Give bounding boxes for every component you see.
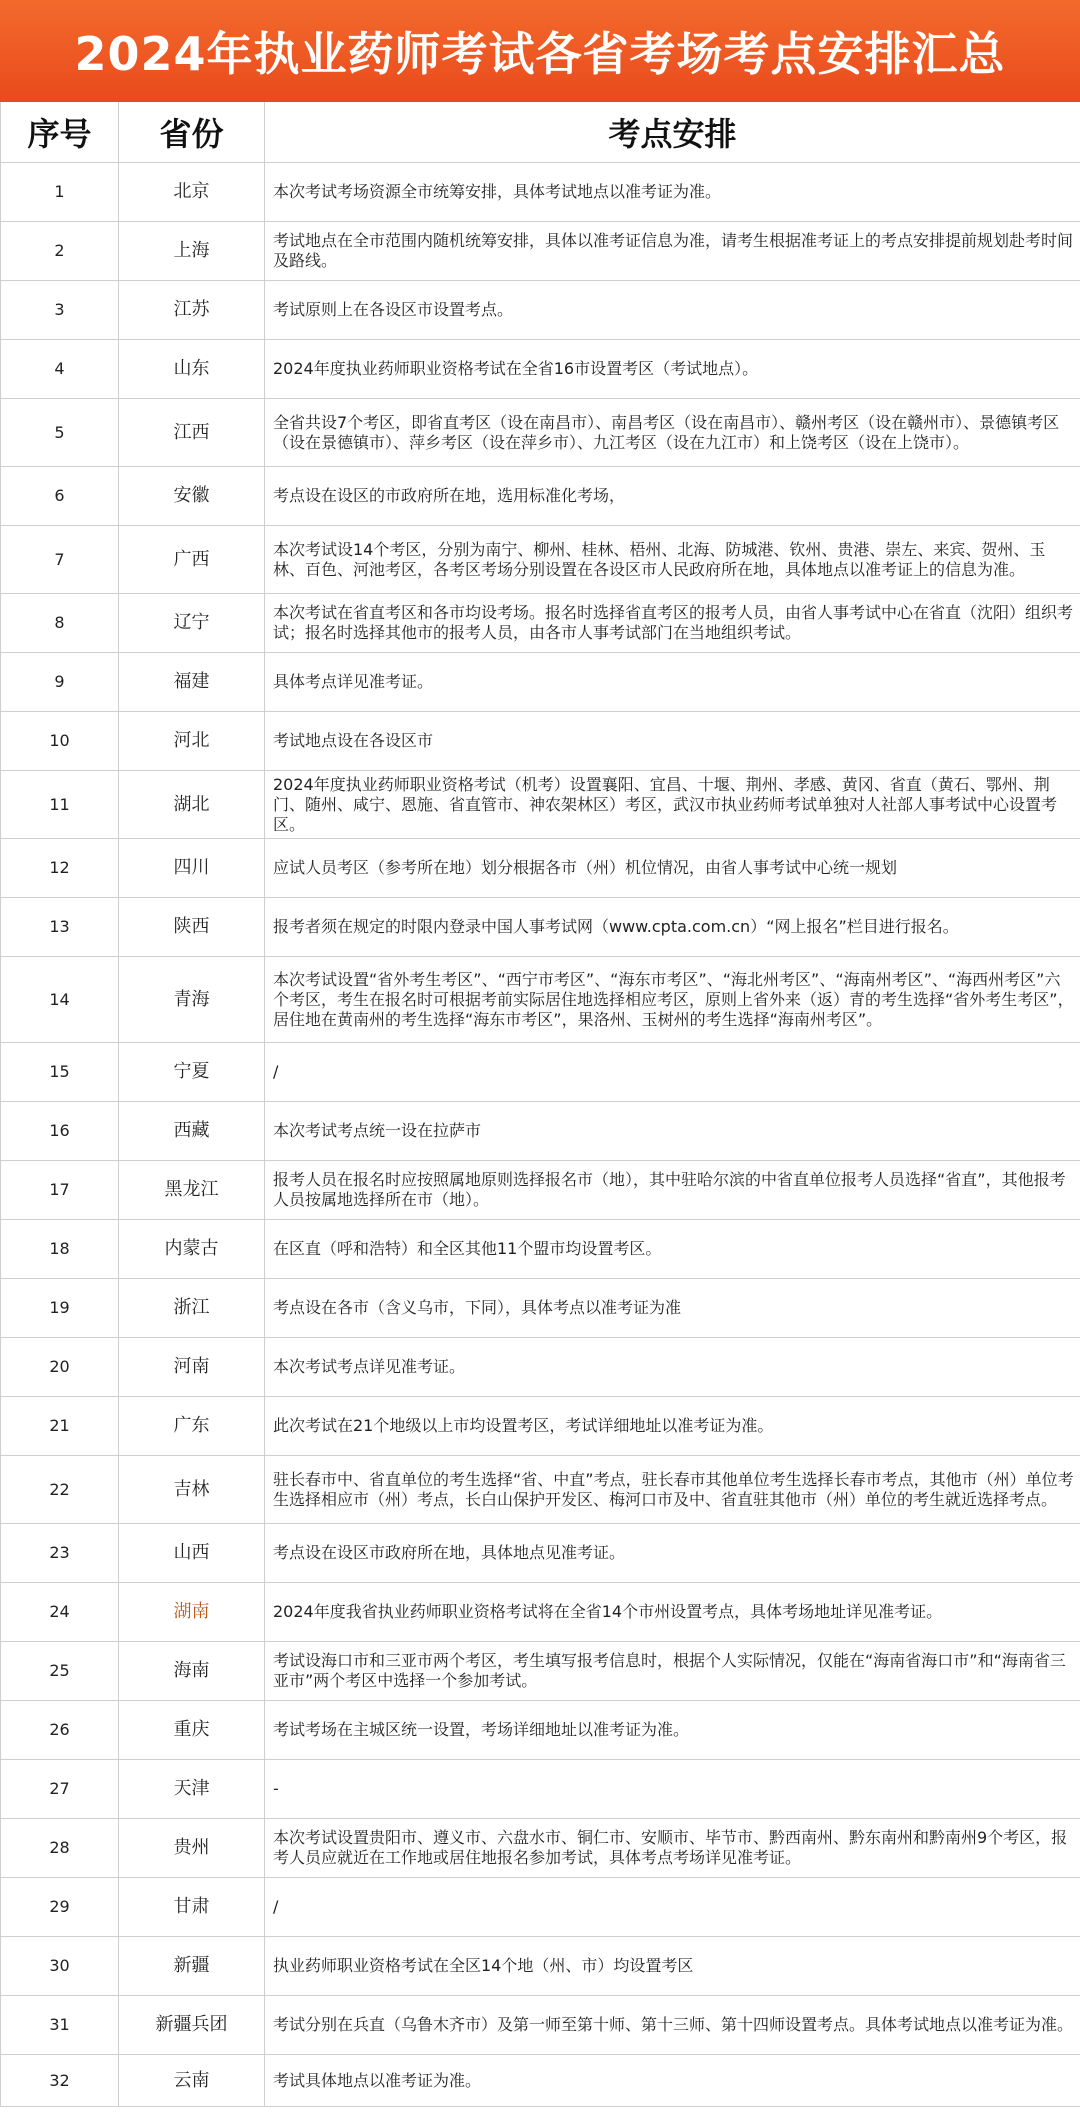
row-province: 陕西 — [119, 898, 265, 957]
table-row — [1, 1937, 1080, 1996]
row-index: 9 — [1, 653, 119, 712]
row-arrangement: 考点设在设区市政府所在地，具体地点见准考证。 — [265, 1524, 1080, 1583]
row-province: 浙江 — [119, 1279, 265, 1338]
table-row — [1, 1338, 1080, 1397]
table-row — [1, 1220, 1080, 1279]
table-row — [1, 771, 1080, 839]
table-row — [1, 1583, 1080, 1642]
row-province: 北京 — [119, 163, 265, 222]
row-province: 山西 — [119, 1524, 265, 1583]
row-arrangement: 2024年度执业药师职业资格考试（机考）设置襄阳、宜昌、十堰、荆州、孝感、黄冈、省直（黄石、鄂州、荆门、随州、咸宁、恩施、省直管市、神农架林区）考区，武汉市执业药师考试单独对人社部人事考试中心设置考区。 — [265, 771, 1080, 839]
row-arrangement: - — [265, 1760, 1080, 1819]
row-province: 江苏 — [119, 281, 265, 340]
row-arrangement: 考试地点设在各设区市 — [265, 712, 1080, 771]
row-province: 黑龙江 — [119, 1161, 265, 1220]
row-index: 1 — [1, 163, 119, 222]
table-row — [1, 1996, 1080, 2055]
row-province: 上海 — [119, 222, 265, 281]
row-province: 重庆 — [119, 1701, 265, 1760]
row-arrangement: 本次考试设14个考区，分别为南宁、柳州、桂林、梧州、北海、防城港、钦州、贵港、崇左、来宾、贺州、玉林、百色、河池考区，各考区考场分别设置在各设区市人民政府所在地，具体地点以准考证上的信息为准。 — [265, 526, 1080, 594]
row-arrangement: 报考人员在报名时应按照属地原则选择报名市（地），其中驻哈尔滨的中省直单位报考人员选择“省直”，其他报考人员按属地选择所在市（地）。 — [265, 1161, 1080, 1220]
row-arrangement: 驻长春市中、省直单位的考生选择“省、中直”考点，驻长春市其他单位考生选择长春市考点，其他市（州）单位考生选择相应市（州）考点，长白山保护开发区、梅河口市及中、省直驻其他市（州）单位的考生就近选择考点。 — [265, 1456, 1080, 1524]
table-row — [1, 281, 1080, 340]
row-index: 20 — [1, 1338, 119, 1397]
table-row — [1, 222, 1080, 281]
table-row — [1, 1760, 1080, 1819]
row-index: 17 — [1, 1161, 119, 1220]
row-index: 8 — [1, 594, 119, 653]
exam-site-table — [0, 102, 1080, 2107]
row-province: 广东 — [119, 1397, 265, 1456]
row-province: 内蒙古 — [119, 1220, 265, 1279]
table-row — [1, 1819, 1080, 1878]
row-index: 6 — [1, 467, 119, 526]
row-index: 32 — [1, 2055, 119, 2107]
header-arrangement: 考点安排 — [265, 102, 1080, 163]
row-arrangement: 本次考试考点详见准考证。 — [265, 1338, 1080, 1397]
table-row — [1, 467, 1080, 526]
row-index: 19 — [1, 1279, 119, 1338]
row-arrangement: 此次考试在21个地级以上市均设置考区，考试详细地址以准考证为准。 — [265, 1397, 1080, 1456]
row-arrangement: 报考者须在规定的时限内登录中国人事考试网（www.cpta.com.cn）“网上报名”栏目进行报名。 — [265, 898, 1080, 957]
row-index: 4 — [1, 340, 119, 399]
row-arrangement: 2024年度我省执业药师职业资格考试将在全省14个市州设置考点，具体考场地址详见准考证。 — [265, 1583, 1080, 1642]
table-row — [1, 399, 1080, 467]
table-row — [1, 1642, 1080, 1701]
row-index: 30 — [1, 1937, 119, 1996]
row-province: 湖南 — [119, 1583, 265, 1642]
row-index: 3 — [1, 281, 119, 340]
table-row — [1, 1397, 1080, 1456]
row-province: 广西 — [119, 526, 265, 594]
row-province: 甘肃 — [119, 1878, 265, 1937]
row-province: 青海 — [119, 957, 265, 1043]
row-arrangement: / — [265, 1043, 1080, 1102]
row-index: 23 — [1, 1524, 119, 1583]
title-banner — [0, 0, 1080, 102]
table-row — [1, 594, 1080, 653]
row-index: 11 — [1, 771, 119, 839]
row-province: 江西 — [119, 399, 265, 467]
row-province: 湖北 — [119, 771, 265, 839]
row-index: 16 — [1, 1102, 119, 1161]
row-arrangement: 本次考试考点统一设在拉萨市 — [265, 1102, 1080, 1161]
table-header — [1, 102, 1080, 163]
row-index: 24 — [1, 1583, 119, 1642]
row-province: 辽宁 — [119, 594, 265, 653]
row-index: 25 — [1, 1642, 119, 1701]
row-province: 宁夏 — [119, 1043, 265, 1102]
table-row — [1, 1043, 1080, 1102]
table-row — [1, 1279, 1080, 1338]
table-row — [1, 712, 1080, 771]
row-province: 安徽 — [119, 467, 265, 526]
row-arrangement: 在区直（呼和浩特）和全区其他11个盟市均设置考区。 — [265, 1220, 1080, 1279]
row-index: 21 — [1, 1397, 119, 1456]
row-province: 新疆兵团 — [119, 1996, 265, 2055]
row-arrangement: / — [265, 1878, 1080, 1937]
row-index: 10 — [1, 712, 119, 771]
row-province: 海南 — [119, 1642, 265, 1701]
row-province: 河北 — [119, 712, 265, 771]
row-index: 5 — [1, 399, 119, 467]
row-index: 26 — [1, 1701, 119, 1760]
table-row — [1, 163, 1080, 222]
header-index: 序号 — [1, 102, 119, 163]
table-row — [1, 526, 1080, 594]
header-province: 省份 — [119, 102, 265, 163]
row-index: 2 — [1, 222, 119, 281]
table-row — [1, 1161, 1080, 1220]
row-province: 新疆 — [119, 1937, 265, 1996]
row-province: 四川 — [119, 839, 265, 898]
table-body — [1, 163, 1080, 2107]
row-index: 28 — [1, 1819, 119, 1878]
table-row — [1, 1701, 1080, 1760]
row-arrangement: 考试分别在兵直（乌鲁木齐市）及第一师至第十师、第十三师、第十四师设置考点。具体考试地点以准考证为准。 — [265, 1996, 1080, 2055]
row-arrangement: 本次考试设置“省外考生考区”、“西宁市考区”、“海东市考区”、“海北州考区”、“海南州考区”、“海西州考区”六个考区，考生在报名时可根据考前实际居住地选择相应考区，原则上省外来（返）青的考生选择“省外考生考区”，居住地在黄南州的考生选择“海东市考区”，果洛州、玉树州的考生选择“海南州考区”。 — [265, 957, 1080, 1043]
row-province: 吉林 — [119, 1456, 265, 1524]
row-province: 河南 — [119, 1338, 265, 1397]
row-arrangement: 本次考试设置贵阳市、遵义市、六盘水市、铜仁市、安顺市、毕节市、黔西南州、黔东南州和黔南州9个考区，报考人员应就近在工作地或居住地报名参加考试，具体考点考场详见准考证。 — [265, 1819, 1080, 1878]
row-index: 12 — [1, 839, 119, 898]
table-row — [1, 1878, 1080, 1937]
row-province: 天津 — [119, 1760, 265, 1819]
row-province: 西藏 — [119, 1102, 265, 1161]
row-arrangement: 考试考场在主城区统一设置，考场详细地址以准考证为准。 — [265, 1701, 1080, 1760]
row-arrangement: 考试设海口市和三亚市两个考区，考生填写报考信息时，根据个人实际情况，仅能在“海南省海口市”和“海南省三亚市”两个考区中选择一个参加考试。 — [265, 1642, 1080, 1701]
row-arrangement: 应试人员考区（参考所在地）划分根据各市（州）机位情况，由省人事考试中心统一规划 — [265, 839, 1080, 898]
row-arrangement: 考试地点在全市范围内随机统筹安排，具体以准考证信息为准，请考生根据准考证上的考点安排提前规划赴考时间及路线。 — [265, 222, 1080, 281]
row-index: 13 — [1, 898, 119, 957]
table-row — [1, 839, 1080, 898]
page-title: 2024年执业药师考试各省考场考点安排汇总 — [74, 27, 1006, 81]
row-arrangement: 本次考试在省直考区和各市均设考场。报名时选择省直考区的报考人员，由省人事考试中心在省直（沈阳）组织考试；报名时选择其他市的报考人员，由各市人事考试部门在当地组织考试。 — [265, 594, 1080, 653]
row-index: 18 — [1, 1220, 119, 1279]
table-row — [1, 1524, 1080, 1583]
row-arrangement: 考点设在设区的市政府所在地，选用标准化考场， — [265, 467, 1080, 526]
row-index: 14 — [1, 957, 119, 1043]
row-arrangement: 考点设在各市（含义乌市，下同），具体考点以准考证为准 — [265, 1279, 1080, 1338]
row-province: 贵州 — [119, 1819, 265, 1878]
row-index: 15 — [1, 1043, 119, 1102]
row-province: 云南 — [119, 2055, 265, 2107]
table-row — [1, 898, 1080, 957]
table-row — [1, 957, 1080, 1043]
row-index: 31 — [1, 1996, 119, 2055]
row-arrangement: 执业药师职业资格考试在全区14个地（州、市）均设置考区 — [265, 1937, 1080, 1996]
row-arrangement: 全省共设7个考区，即省直考区（设在南昌市）、南昌考区（设在南昌市）、赣州考区（设在赣州市）、景德镇考区（设在景德镇市）、萍乡考区（设在萍乡市）、九江考区（设在九江市）和上饶考区（设在上饶市）。 — [265, 399, 1080, 467]
row-arrangement: 本次考试考场资源全市统筹安排，具体考试地点以准考证为准。 — [265, 163, 1080, 222]
row-province: 福建 — [119, 653, 265, 712]
table-row — [1, 1102, 1080, 1161]
row-arrangement: 考试具体地点以准考证为准。 — [265, 2055, 1080, 2107]
row-province: 山东 — [119, 340, 265, 399]
row-index: 22 — [1, 1456, 119, 1524]
row-index: 27 — [1, 1760, 119, 1819]
table-row — [1, 2055, 1080, 2107]
table-row — [1, 340, 1080, 399]
table-row — [1, 1456, 1080, 1524]
table-row — [1, 653, 1080, 712]
row-arrangement: 2024年度执业药师职业资格考试在全省16市设置考区（考试地点）。 — [265, 340, 1080, 399]
row-arrangement: 考试原则上在各设区市设置考点。 — [265, 281, 1080, 340]
row-index: 7 — [1, 526, 119, 594]
row-arrangement: 具体考点详见准考证。 — [265, 653, 1080, 712]
row-index: 29 — [1, 1878, 119, 1937]
